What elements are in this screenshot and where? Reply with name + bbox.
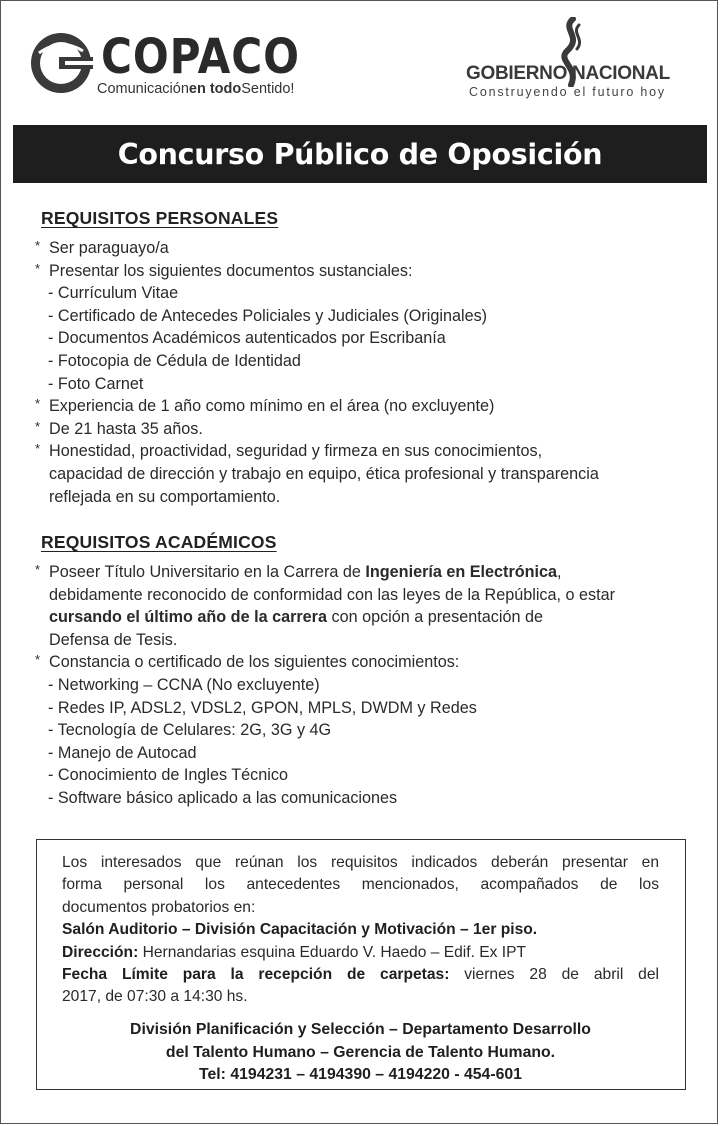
list-item: * Honestidad, proactividad, seguridad y firmeza en sus conocimientos, capacidad de dirección y trabajo en equipo, ética profesional y transparencia reflejada en su comportamiento. (35, 441, 599, 506)
gobierno-tagline: Construyendo el futuro hoy (469, 85, 666, 99)
copaco-logo-icon (29, 31, 93, 95)
doc-item: - Certificado de Antecedes Policiales y Judiciales (Originales) (48, 306, 488, 325)
list-item: * Constancia o certificado de los siguientes conocimientos: (35, 652, 460, 672)
personal-requirements-list (35, 237, 685, 508)
doc-item: - Currículum Vitae (48, 284, 179, 303)
gobierno-name: GOBIERNO NACIONAL (466, 63, 670, 84)
salon-line: Salón Auditorio – División Capacitación y Motivación – 1er piso. (62, 921, 538, 939)
knowledge-item: - Networking – CCNA (No excluyente) (48, 675, 320, 694)
footer-line: del Talento Humano – Gerencia de Talento Humano. (165, 1043, 556, 1061)
intro-line: Los interesados que reúnan los requisitos indicados deberán presentar en (62, 854, 659, 871)
knowledge-item: - Conocimiento de Ingles Técnico (48, 766, 288, 785)
knowledge-item: - Software básico aplicado a las comunicaciones (48, 788, 398, 807)
page-title: Concurso Público de Oposición (13, 125, 707, 183)
contact-footer (62, 1019, 659, 1087)
list-item: * De 21 hasta 35 años. (35, 418, 203, 438)
academic-requirements-title: REQUISITOS ACADÉMICOS (41, 532, 277, 552)
personal-requirements-title: REQUISITOS PERSONALES (41, 208, 279, 228)
list-item: * Experiencia de 1 año como mínimo en el área (no excluyente) (35, 396, 495, 416)
submission-info-box (36, 839, 686, 1090)
doc-item: - Documentos Académicos autenticados por Escribanía (48, 329, 446, 348)
knowledge-item: - Manejo de Autocad (48, 743, 197, 762)
knowledge-item: - Tecnología de Celulares: 2G, 3G y 4G (48, 721, 332, 740)
knowledge-item: - Redes IP, ADSL2, VDSL2, GPON, MPLS, DWDM y Redes (48, 698, 477, 717)
intro-line: documentos probatorios en: (62, 898, 256, 916)
doc-item: - Fotocopia de Cédula de Identidad (48, 351, 301, 370)
doc-item: - Foto Carnet (48, 374, 144, 393)
phone-line: Tel: 4194231 – 4194390 – 4194220 - 454-601 (199, 1066, 522, 1084)
fecha-line-2: 2017, de 07:30 a 14:30 hs. (62, 988, 248, 1006)
list-item: * Presentar los siguientes documentos sustanciales: (35, 260, 413, 280)
direccion-line: Dirección: Hernandarias esquina Eduardo V. Haedo – Edif. Ex IPT (62, 943, 527, 961)
fecha-line: Fecha Límite para la recepción de carpetas: viernes 28 de abril del (62, 966, 659, 984)
copaco-name: COPACO (101, 29, 300, 85)
academic-requirements-list (35, 561, 685, 810)
list-item: * Ser paraguayo/a (35, 238, 169, 257)
header (1, 1, 717, 111)
footer-line: División Planificación y Selección – Departamento Desarrollo (130, 1020, 591, 1038)
intro-line: forma personal los antecedentes mencionados, acompañados de los (62, 876, 659, 894)
list-item: * Poseer Título Universitario en la Carrera de Ingeniería en Electrónica, debidamente reconocido de conformidad con las leyes de la República, o estar cursando el último año de la carrera con opción a presentación de Defensa de Tesis. (35, 562, 616, 649)
copaco-tagline: Comunicaciónen todoSentido! (97, 81, 295, 97)
